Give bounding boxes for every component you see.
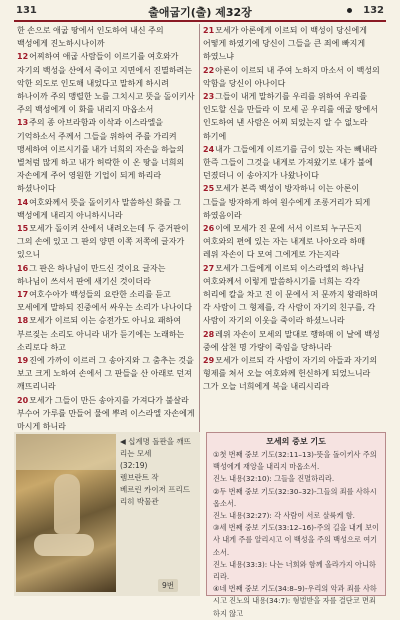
bottom-section: [14, 432, 386, 618]
verse-text: 모세가 이르되 각 사람이 자기의 아들과 자기의 형제를 쳐서 오늘 여호와께 헌신하게 되었느니라 그가 오늘 너희에게 복을 내리시리라: [203, 356, 378, 392]
caption-line: 렘브란트 작: [120, 473, 159, 482]
right-page-number: 132: [363, 5, 384, 16]
verse: [17, 262, 196, 288]
verse: [17, 354, 196, 394]
painting-caption: [120, 436, 196, 508]
verse-number: 13: [17, 118, 29, 128]
verse-text: 여호와께서 뜻을 돌이키사 말씀하신 화를 그 백성에게 내리지 아니하시니라: [17, 197, 181, 220]
verse-text: 모세가 본즉 백성이 방자하니 이는 아론이 그들을 방자하게 하여 원수에게 조롱거리가 되게 하였음이라: [203, 184, 371, 220]
verse-number: 21: [203, 26, 215, 35]
sidebar-item: 진노 내용(32:27): 각 사람이 서로 살륙케 함.: [213, 511, 355, 521]
scripture-columns: [14, 24, 386, 432]
verse: [203, 354, 383, 394]
verse-text: 그들이 내게 말하기를 우리를 위하여 우리를 인도할 신을 만들라 이 모세 곧 우리를 애굽 땅에서 인도하여 낸 사람은 어찌 되었는지 알 수 없노라 하기에: [203, 92, 378, 141]
verse-number: 12: [17, 52, 29, 62]
verse: [203, 143, 383, 183]
verse-number: 17: [17, 290, 29, 300]
sidebar-item: ③세 번째 중보 기도(33:12–16)-주의 길을 내게 보이사 내게 주를 알리시고 이 백성을 주의 백성으로 여기소서.: [213, 523, 379, 557]
verse: [17, 288, 196, 314]
verse-number: 29: [203, 356, 215, 366]
verse: [17, 116, 196, 195]
verse-number: 20: [17, 395, 29, 405]
verse-number: 15: [17, 224, 29, 234]
verse-text: 진에 가까이 이르러 그 송아지와 그 춤추는 것을 보고 크게 노하여 손에서 그 판들을 산 아래로 던져 깨뜨리니라: [17, 356, 194, 392]
caption-line: ◀ 십계명 돌판을 깨뜨리는 모세: [120, 437, 191, 458]
verse-number: 19: [17, 356, 29, 366]
intercession-sidebar: [206, 432, 386, 618]
verse: [203, 222, 383, 262]
verse-number: 28: [203, 329, 215, 339]
verse: [17, 394, 196, 434]
verse-text: 모세가 그들이 만든 송아지를 가져다가 불살라 부수어 가루를 만들어 물에 뿌려 이스라엘 자손에게 마시게 하니라: [17, 395, 195, 432]
verse: [203, 64, 383, 90]
sidebar-item: 진노 내용(32:10): 그들을 진멸하리라.: [213, 474, 335, 484]
verse-text: 한 손으로 애굽 땅에서 인도하여 내신 주의 백성에게 진노하시나이까: [17, 26, 164, 49]
verse: [17, 24, 196, 50]
verse-text: 모세가 아론에게 이르되 이 백성이 당신에게 어떻게 하였기에 당신이 그들을 큰 죄에 빠지게 하였느냐: [203, 26, 367, 62]
verse-text: 그 판은 하나님이 만드신 것이요 글자는 하나님이 쓰셔서 판에 새기신 것이더라: [17, 263, 166, 286]
caption-line: 베르린 카이저 프리드리히 박물관: [120, 485, 190, 506]
verse-text: 레위 자손이 모세의 말대로 행하매 이 날에 백성 중에 삼천 명 가량이 죽임을 당하니라: [203, 329, 380, 352]
figure-tag: 9번: [158, 579, 178, 592]
verse-number: 24: [203, 144, 215, 154]
verse: [203, 90, 383, 143]
verse-text: 모세가 돌이켜 산에서 내려오는데 두 증거판이 그의 손에 있고 그 판의 양면 이쪽 저쪽에 글자가 있으니: [17, 224, 189, 260]
verse-text: 어찌하여 애굽 사람들이 이르기를 여호와가 자기의 백성을 산에서 죽이고 지면에서 진멸하려는 악한 의도로 인도해 내었다고 말하게 하시려 하나이까 주의 맹렬한 노를 그치시고 뜻을 돌이키사 주의 백성에게 이 화를 내리지 마옵소서: [17, 52, 195, 115]
verse: [203, 24, 383, 64]
verse: [17, 50, 196, 116]
verse: [17, 314, 196, 354]
verse-text: 모세가 그들에게 이르되 이스라엘의 하나님 여호와께서 이렇게 말씀하시기를 너희는 각각 허리에 칼을 차고 진 이 문에서 저 문까지 왕래하며 각 사람이 그 형제를, 각 사람이 자기의 친구를, 각 사람이 자기의 이웃을 죽이라 하셨느니라: [203, 263, 378, 326]
verse-number: 14: [17, 197, 29, 207]
painting-figure: [14, 432, 200, 596]
verse-text: 아론이 이르되 내 주여 노하지 마소서 이 백성의 악함을 당신이 아나이다: [203, 65, 380, 88]
sidebar-item: ④네 번째 중보 기도(34:8–9)-우리의 악과 죄를 사하시고 진노의 내용(34:7): 형벌받을 자를 결단코 면죄하지 않고: [213, 584, 377, 618]
verse: [17, 196, 196, 222]
verse-text: 주의 종 아브라함과 이삭과 이스라엘을 기억하소서 주께서 그들을 위하여 주를 가리켜 맹세하여 이르시기를 내가 너희의 자손을 하늘의 별처럼 많게 하고 내가 허락한 이 온 땅을 너희의 자손에게 주어 영원한 기업이 되게 하리라 하셨나이다: [17, 118, 185, 194]
verse-number: 18: [17, 316, 29, 326]
verse-number: 23: [203, 92, 215, 102]
page-header: [14, 4, 386, 22]
verse-number: 16: [17, 263, 29, 273]
verse: [203, 262, 383, 328]
right-column: [200, 24, 386, 432]
sidebar-item: 진노 내용(33:3): 나는 너희와 함께 올라가지 아니하리라.: [213, 559, 376, 582]
sidebar-title: 모세의 중보 기도: [266, 437, 326, 446]
chapter-title: 출애굽기(출) 제32장: [148, 6, 252, 19]
caption-line: (32:19): [120, 461, 148, 470]
bullet-icon: [347, 8, 352, 13]
verse-text: 여호수아가 백성들의 요란한 소리를 듣고 모세에게 말하되 진중에서 싸우는 소리가 나나이다: [17, 290, 193, 313]
verse: [17, 222, 196, 262]
verse-text: 내가 그들에게 이르기를 금이 있는 자는 빼내라 한즉 그들이 그것을 내게로 가져왔기로 내가 불에 던졌더니 이 송아지가 나왔나이다: [203, 144, 378, 181]
verse: [203, 182, 383, 222]
sidebar-item: ①첫 번째 중보 기도(32:11–13)-뜻을 돌이키사 주의 백성에게 재앙을 내리지 마옵소서.: [213, 450, 377, 472]
moses-painting-image: [16, 434, 116, 592]
verse-number: 26: [203, 224, 215, 234]
verse-number: 22: [203, 65, 215, 75]
verse-text: 이에 모세가 진 문에 서서 이르되 누구든지 여호와의 편에 있는 자는 내게로 나아오라 하매 레위 자손이 다 모여 그에게로 가는지라: [203, 224, 366, 260]
verse-text: 모세가 이르되 이는 승전가도 아니요 패하여 부르짖는 소리도 아니라 내가 듣기에는 노래하는 소리로다 하고: [17, 316, 185, 352]
left-column: [14, 24, 200, 432]
left-page-number: 131: [16, 5, 37, 16]
verse-number: 25: [203, 184, 215, 194]
verse-number: 27: [203, 263, 215, 273]
sidebar-item: ②두 번째 중보 기도(32:30–32)-그들의 죄를 사하시옵소서.: [213, 486, 377, 508]
verse: [203, 328, 383, 354]
